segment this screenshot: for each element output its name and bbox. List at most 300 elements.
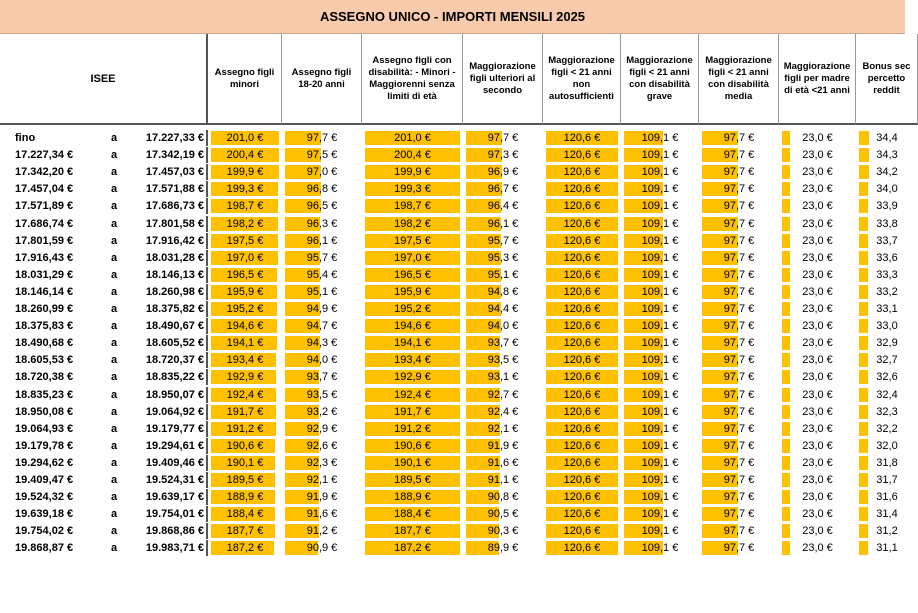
value-text: 97,7 € <box>723 525 755 538</box>
value-cell <box>463 369 543 385</box>
value-cell <box>362 455 463 471</box>
isee-from: 17.571,89 € <box>15 200 74 213</box>
value-text: 91,1 € <box>487 474 519 486</box>
value-cell <box>362 198 463 214</box>
value-text: 187,7 € <box>226 525 264 538</box>
value-text: 97,7 € <box>723 337 755 350</box>
isee-range <box>0 369 208 385</box>
value-text: 120,6 € <box>563 542 601 555</box>
value-cell <box>699 387 779 403</box>
isee-range <box>0 318 208 334</box>
value-cell <box>543 164 621 180</box>
value-cell <box>543 216 621 232</box>
value-cell <box>779 472 856 488</box>
value-text: 94,0 € <box>306 354 338 367</box>
value-cell <box>463 301 543 317</box>
value-cell <box>621 130 699 146</box>
value-text: 23,0 € <box>802 508 833 521</box>
value-text: 192,4 € <box>226 388 264 401</box>
value-cell <box>208 404 282 420</box>
header-col-6: Maggiorazione figli < 21 anni con disabilità grave <box>621 34 699 125</box>
value-cell <box>282 250 362 266</box>
value-cell <box>621 181 699 197</box>
value-text: 109,1 € <box>641 491 679 504</box>
value-text: 120,6 € <box>563 525 601 538</box>
value-text: 120,6 € <box>563 439 601 452</box>
value-cell <box>362 335 463 351</box>
value-text: 96,3 € <box>306 217 338 230</box>
value-cell <box>699 301 779 317</box>
value-cell <box>208 438 282 454</box>
value-cell <box>282 352 362 368</box>
value-cell <box>543 404 621 420</box>
value-text: 95,1 € <box>487 268 519 281</box>
value-cell <box>208 198 282 214</box>
value-cell <box>856 198 918 214</box>
value-cell <box>621 438 699 454</box>
value-cell <box>208 523 282 539</box>
value-text: 192,9 € <box>394 371 431 384</box>
isee-separator: a <box>111 371 118 384</box>
value-cell <box>362 472 463 488</box>
value-text: 201,0 € <box>394 132 431 144</box>
value-cell <box>699 147 779 163</box>
value-text: 109,1 € <box>641 285 679 298</box>
value-cell <box>621 284 699 300</box>
header-isee: ISEE <box>0 34 208 125</box>
value-text: 120,6 € <box>563 200 601 213</box>
value-cell <box>282 318 362 334</box>
isee-from: 17.457,04 € <box>15 183 74 196</box>
value-cell <box>699 164 779 180</box>
table-row <box>0 164 905 180</box>
value-cell <box>543 523 621 539</box>
value-text: 23,0 € <box>802 337 833 350</box>
value-cell <box>543 352 621 368</box>
value-text: 192,9 € <box>226 371 264 384</box>
value-text: 33,7 <box>876 234 898 247</box>
value-text: 93,5 € <box>487 354 519 367</box>
value-cell <box>856 233 918 249</box>
value-cell <box>779 198 856 214</box>
value-text: 92,9 € <box>306 422 338 435</box>
isee-range <box>0 250 208 266</box>
value-text: 109,1 € <box>641 183 679 196</box>
value-cell <box>543 233 621 249</box>
value-text: 23,0 € <box>802 268 833 281</box>
value-text: 109,1 € <box>641 422 679 435</box>
value-cell <box>699 455 779 471</box>
value-text: 31,6 <box>876 491 898 504</box>
value-text: 97,7 € <box>723 354 755 367</box>
value-cell <box>543 301 621 317</box>
value-text: 90,9 € <box>306 542 338 555</box>
table-row <box>0 130 905 146</box>
value-cell <box>856 506 918 522</box>
value-cell <box>463 387 543 403</box>
value-cell <box>208 250 282 266</box>
table-row <box>0 216 905 232</box>
value-cell <box>208 164 282 180</box>
isee-separator: a <box>111 285 118 298</box>
isee-range <box>0 198 208 214</box>
value-cell <box>208 181 282 197</box>
value-cell <box>208 387 282 403</box>
isee-separator: a <box>111 149 118 162</box>
value-cell <box>621 472 699 488</box>
value-cell <box>856 489 918 505</box>
value-cell <box>543 318 621 334</box>
value-cell <box>463 318 543 334</box>
table-row <box>0 506 905 522</box>
value-text: 199,3 € <box>394 183 431 196</box>
table-row <box>0 489 905 505</box>
value-cell <box>856 147 918 163</box>
value-text: 23,0 € <box>802 149 833 162</box>
isee-to: 19.409,46 € <box>145 456 204 469</box>
value-text: 97,7 € <box>723 422 755 435</box>
table-row <box>0 404 905 420</box>
value-cell <box>699 198 779 214</box>
value-cell <box>699 233 779 249</box>
value-text: 95,4 € <box>306 268 338 281</box>
value-cell <box>779 455 856 471</box>
value-text: 120,6 € <box>563 320 601 333</box>
value-cell <box>621 301 699 317</box>
value-cell <box>779 318 856 334</box>
isee-to: 18.835,22 € <box>145 371 204 384</box>
header-col-5: Maggiorazione figli < 21 anni non autosufficienti <box>543 34 621 125</box>
value-text: 199,9 € <box>226 166 264 179</box>
value-cell <box>621 369 699 385</box>
value-cell <box>463 335 543 351</box>
value-text: 187,7 € <box>394 525 431 538</box>
header-col-4: Maggiorazione figli ulteriori al secondo <box>463 34 543 125</box>
value-cell <box>779 147 856 163</box>
isee-from: 18.720,38 € <box>15 371 74 384</box>
value-cell <box>699 369 779 385</box>
value-text: 90,3 € <box>487 525 519 538</box>
value-text: 93,5 € <box>306 388 338 401</box>
value-text: 31,2 <box>876 525 898 538</box>
isee-separator: a <box>111 456 118 469</box>
value-text: 109,1 € <box>641 217 679 230</box>
value-cell <box>362 164 463 180</box>
value-text: 31,4 <box>876 508 898 521</box>
value-text: 97,7 € <box>723 371 755 384</box>
value-cell <box>208 540 282 556</box>
table-row <box>0 523 905 539</box>
value-text: 96,4 € <box>487 200 519 213</box>
value-text: 109,1 € <box>641 268 679 281</box>
isee-range <box>0 472 208 488</box>
isee-from: 19.639,18 € <box>15 508 74 521</box>
isee-range <box>0 523 208 539</box>
value-text: 95,3 € <box>487 251 519 264</box>
value-cell <box>779 335 856 351</box>
table-row <box>0 284 905 300</box>
isee-to: 18.490,67 € <box>145 320 204 333</box>
isee-range <box>0 267 208 283</box>
value-cell <box>463 181 543 197</box>
value-text: 120,6 € <box>563 234 601 247</box>
value-text: 23,0 € <box>802 439 833 452</box>
value-cell <box>621 421 699 437</box>
value-text: 191,7 € <box>226 405 264 418</box>
value-cell <box>856 421 918 437</box>
value-cell <box>779 284 856 300</box>
value-cell <box>282 284 362 300</box>
isee-range <box>0 147 208 163</box>
isee-to: 17.342,19 € <box>145 149 204 162</box>
value-cell <box>208 506 282 522</box>
value-text: 109,1 € <box>641 303 679 315</box>
isee-separator: a <box>111 200 118 213</box>
value-text: 97,7 € <box>723 149 755 162</box>
value-text: 97,5 € <box>306 149 338 162</box>
value-cell <box>779 489 856 505</box>
value-text: 33,6 <box>876 251 898 264</box>
isee-to: 19.754,01 € <box>145 508 204 521</box>
value-cell <box>699 472 779 488</box>
value-cell <box>699 250 779 266</box>
isee-from: 17.342,20 € <box>15 166 74 179</box>
header-col-2: Assegno figli 18-20 anni <box>282 34 362 125</box>
table-row <box>0 267 905 283</box>
value-cell <box>779 164 856 180</box>
isee-from: 19.294,62 € <box>15 456 74 469</box>
value-cell <box>463 147 543 163</box>
value-cell <box>463 267 543 283</box>
value-text: 92,3 € <box>306 456 338 469</box>
value-cell <box>856 284 918 300</box>
value-text: 96,5 € <box>306 200 338 213</box>
isee-separator: a <box>111 132 118 144</box>
value-cell <box>779 369 856 385</box>
value-cell <box>856 455 918 471</box>
value-text: 97,7 € <box>723 166 755 179</box>
value-cell <box>463 233 543 249</box>
value-cell <box>543 130 621 146</box>
value-text: 97,7 € <box>723 456 755 469</box>
value-cell <box>282 164 362 180</box>
isee-range <box>0 335 208 351</box>
value-cell <box>362 147 463 163</box>
value-cell <box>856 181 918 197</box>
isee-separator: a <box>111 251 118 264</box>
value-cell <box>856 387 918 403</box>
value-text: 94,3 € <box>306 337 338 350</box>
value-cell <box>543 250 621 266</box>
value-text: 109,1 € <box>641 354 679 367</box>
value-cell <box>779 404 856 420</box>
value-cell <box>699 216 779 232</box>
value-text: 120,6 € <box>563 422 601 435</box>
value-cell <box>463 130 543 146</box>
isee-to: 17.227,33 € <box>145 132 204 144</box>
value-text: 109,1 € <box>641 439 679 452</box>
value-text: 32,0 <box>876 439 898 452</box>
value-text: 199,9 € <box>394 166 431 179</box>
isee-separator: a <box>111 542 118 555</box>
value-cell <box>463 438 543 454</box>
value-cell <box>282 216 362 232</box>
value-cell <box>282 421 362 437</box>
value-cell <box>282 233 362 249</box>
value-text: 93,7 € <box>487 337 519 350</box>
value-cell <box>463 284 543 300</box>
value-text: 109,1 € <box>641 542 679 555</box>
value-text: 194,1 € <box>226 337 264 350</box>
value-cell <box>282 438 362 454</box>
value-cell <box>362 318 463 334</box>
value-cell <box>463 216 543 232</box>
value-text: 198,2 € <box>394 217 431 230</box>
value-cell <box>621 233 699 249</box>
table-row <box>0 472 905 488</box>
isee-to: 18.950,07 € <box>145 388 204 401</box>
value-text: 94,0 € <box>487 320 519 333</box>
value-text: 94,4 € <box>487 303 519 315</box>
value-cell <box>779 181 856 197</box>
value-cell <box>699 284 779 300</box>
value-cell <box>208 489 282 505</box>
value-cell <box>543 284 621 300</box>
value-text: 33,1 <box>876 303 898 315</box>
value-text: 97,7 € <box>723 217 755 230</box>
value-cell <box>856 404 918 420</box>
value-cell <box>362 506 463 522</box>
table-row <box>0 198 905 214</box>
isee-range <box>0 216 208 232</box>
value-cell <box>543 267 621 283</box>
isee-range <box>0 455 208 471</box>
value-text: 190,6 € <box>226 439 264 452</box>
value-cell <box>463 489 543 505</box>
value-text: 33,8 <box>876 217 898 230</box>
value-text: 31,7 <box>876 474 898 486</box>
value-cell <box>543 506 621 522</box>
value-text: 89,9 € <box>487 542 519 555</box>
value-cell <box>543 387 621 403</box>
value-cell <box>362 369 463 385</box>
value-cell <box>463 250 543 266</box>
value-text: 31,1 <box>876 542 898 555</box>
value-text: 190,1 € <box>394 456 431 469</box>
value-text: 23,0 € <box>802 542 833 555</box>
value-text: 23,0 € <box>802 183 833 196</box>
isee-to: 19.983,71 € <box>145 542 204 555</box>
isee-from: 18.490,68 € <box>15 337 74 350</box>
value-cell <box>779 421 856 437</box>
isee-to: 19.294,61 € <box>145 439 204 452</box>
value-text: 190,6 € <box>394 439 431 452</box>
value-text: 120,6 € <box>563 371 601 384</box>
value-cell <box>543 489 621 505</box>
value-cell <box>621 267 699 283</box>
value-cell <box>779 352 856 368</box>
isee-range <box>0 540 208 556</box>
value-text: 92,1 € <box>306 474 338 486</box>
value-cell <box>208 421 282 437</box>
isee-separator: a <box>111 422 118 435</box>
value-text: 92,7 € <box>487 388 519 401</box>
value-cell <box>463 198 543 214</box>
value-cell <box>282 472 362 488</box>
value-text: 191,2 € <box>394 422 431 435</box>
isee-to: 18.720,37 € <box>145 354 204 367</box>
value-text: 97,7 € <box>723 491 755 504</box>
isee-separator: a <box>111 491 118 504</box>
value-cell <box>543 198 621 214</box>
value-cell <box>621 335 699 351</box>
value-text: 23,0 € <box>802 200 833 213</box>
value-text: 23,0 € <box>802 303 833 315</box>
value-text: 197,0 € <box>394 251 431 264</box>
value-text: 109,1 € <box>641 508 679 521</box>
value-text: 120,6 € <box>563 268 601 281</box>
value-text: 94,7 € <box>306 320 338 333</box>
value-text: 193,4 € <box>394 354 431 367</box>
value-cell <box>208 318 282 334</box>
value-cell <box>208 147 282 163</box>
value-cell <box>856 352 918 368</box>
value-cell <box>543 369 621 385</box>
value-cell <box>463 164 543 180</box>
isee-to: 17.686,73 € <box>145 200 204 213</box>
value-text: 34,2 <box>876 166 898 179</box>
value-text: 97,7 € <box>723 132 755 144</box>
value-cell <box>779 301 856 317</box>
value-text: 109,1 € <box>641 251 679 264</box>
table-row <box>0 421 905 437</box>
isee-to: 18.031,28 € <box>145 251 204 264</box>
value-cell <box>362 352 463 368</box>
value-cell <box>779 438 856 454</box>
value-text: 93,7 € <box>306 371 338 384</box>
value-cell <box>208 233 282 249</box>
value-cell <box>208 369 282 385</box>
isee-range <box>0 387 208 403</box>
value-text: 91,9 € <box>306 491 338 504</box>
header-col-7: Maggiorazione figli < 21 anni con disabilità media <box>699 34 779 125</box>
value-text: 93,1 € <box>487 371 519 384</box>
value-cell <box>621 506 699 522</box>
value-cell <box>699 540 779 556</box>
value-cell <box>543 438 621 454</box>
isee-separator: a <box>111 525 118 538</box>
value-cell <box>463 472 543 488</box>
value-cell <box>282 455 362 471</box>
value-text: 97,7 € <box>723 474 755 486</box>
value-cell <box>362 250 463 266</box>
isee-from: 17.916,43 € <box>15 251 74 264</box>
value-text: 96,1 € <box>306 234 338 247</box>
value-cell <box>856 472 918 488</box>
value-cell <box>362 301 463 317</box>
value-cell <box>463 455 543 471</box>
header-col-8: Maggiorazione figli per madre di età <21 anni <box>779 34 856 125</box>
value-text: 195,2 € <box>394 303 431 315</box>
value-cell <box>779 233 856 249</box>
value-cell <box>621 352 699 368</box>
table-row <box>0 233 905 249</box>
isee-from: 18.260,99 € <box>15 303 74 315</box>
value-text: 188,4 € <box>394 508 431 521</box>
value-text: 96,9 € <box>487 166 519 179</box>
value-cell <box>362 489 463 505</box>
isee-from: 19.868,87 € <box>15 542 74 555</box>
